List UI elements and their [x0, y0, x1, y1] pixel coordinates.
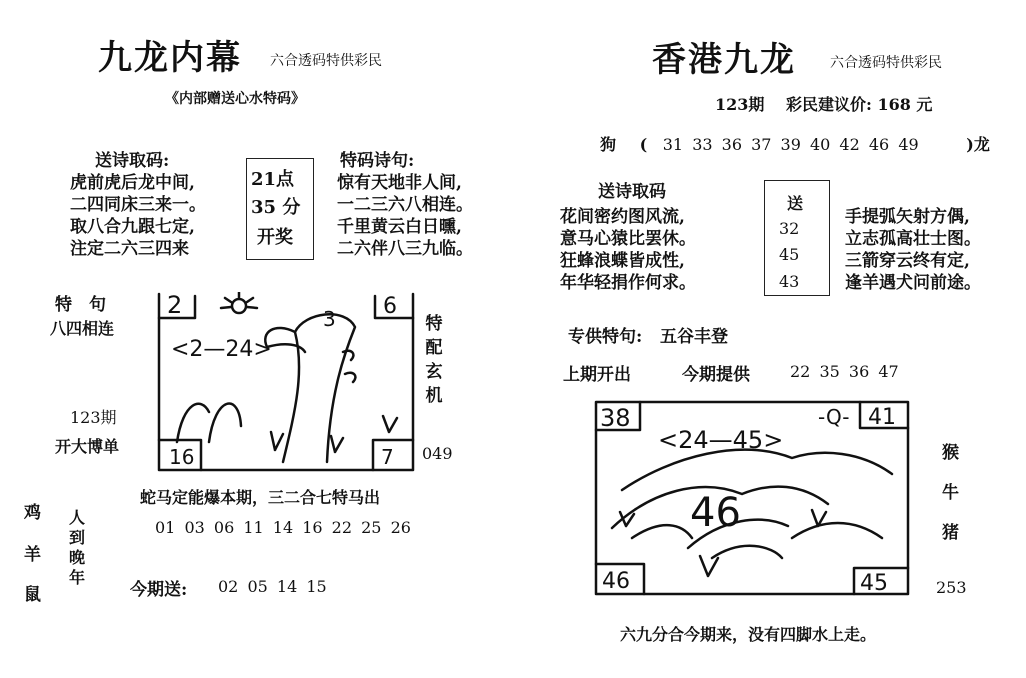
send-number: 43: [779, 272, 800, 291]
left-poem-heading: 送诗取码:: [95, 151, 170, 171]
teju-label: 特 句: [55, 295, 106, 315]
teju-value: 八四相连: [50, 319, 115, 338]
left-number-list: 01 03 06 11 14 16 22 25 26: [155, 518, 411, 537]
left-poem-line: 注定二六三四来: [70, 239, 189, 259]
left-pic-br-number: 7: [381, 445, 394, 469]
zhuangong-label: 专供特句:: [568, 327, 643, 347]
right-poem-left: [560, 206, 696, 294]
right-title: 香港九龙: [652, 40, 796, 80]
last-issue-label: 上期开出: [563, 365, 631, 385]
peixuan-text: 特配玄机: [425, 314, 443, 406]
right-pic-range: <24—45>: [658, 426, 784, 454]
draw-time-label: 开奖: [257, 227, 293, 248]
right-pic-br-number: 45: [860, 571, 888, 596]
today-label: 今期送:: [130, 580, 188, 600]
left-poem-line: 取八合九跟七定,: [70, 217, 195, 237]
provide-numbers: 22 35 36 47: [790, 362, 899, 381]
animal-right-1: 猴: [942, 443, 959, 463]
animal-right-2: 牛: [942, 483, 959, 503]
right-poem-right: [845, 206, 981, 294]
draw-time-minute: 35 分: [251, 197, 301, 218]
today-numbers: 02 05 14 15: [218, 577, 327, 596]
special-poem-line: 一二三六八相连。: [337, 195, 473, 215]
special-heading: 特码诗句:: [340, 151, 415, 171]
send-number: 45: [779, 245, 800, 264]
left-issue: 123期: [70, 408, 117, 427]
left-gift-note: 《内部赠送心水特码》: [165, 91, 305, 107]
send-number: 32: [779, 219, 800, 238]
provide-label: 今期提供: [682, 365, 750, 385]
special-poem-line: 惊有天地非人间,: [337, 173, 462, 193]
renwan-text: 人到晚年: [68, 508, 85, 587]
right-hand-drawing: [592, 398, 912, 598]
right-side-number: 253: [936, 578, 967, 597]
special-poem-line: 千里黄云白日曛,: [337, 217, 462, 237]
right-pic-tr-number: 41: [868, 405, 896, 430]
right-poem-right-line: 立志孤高壮士图。: [845, 229, 981, 249]
issue-price-line: 123期 彩民建议价: 168 元: [715, 95, 933, 114]
zhuangong-value: 五谷丰登: [660, 327, 728, 347]
right-poem-heading: 送诗取码: [598, 182, 666, 202]
send-label: 送: [787, 194, 804, 213]
right-pic-sun: -Q-: [818, 405, 850, 429]
right-poem-right-line: 手提弧矢射方偶,: [845, 207, 970, 227]
peixuan-number: 049: [422, 444, 453, 463]
left-pic-tr-number: 6: [383, 294, 397, 319]
kaida-text: 开大博单: [55, 437, 120, 456]
left-poem: [70, 172, 206, 260]
dog-dragon-row: [600, 132, 990, 155]
close-paren: ): [966, 135, 974, 154]
right-subtitle: 六合透码特供彩民: [830, 55, 942, 71]
left-poem-line: 二四同床三来一。: [70, 195, 206, 215]
dragon-label: 龙: [973, 135, 990, 154]
left-hand-drawing: [155, 292, 417, 472]
animal-right-3: 猪: [942, 523, 959, 543]
right-pic-tl-number: 38: [600, 404, 631, 432]
draw-time-box: [246, 158, 314, 260]
left-pic-bl-number: 16: [169, 445, 195, 469]
animal-left-3: 鼠: [24, 585, 41, 605]
left-subtitle: 六合透码特供彩民: [270, 53, 382, 69]
send-box: [764, 180, 830, 296]
special-poem-line: 二六伴八三九临。: [337, 239, 473, 259]
right-poem-left-line: 花间密约图风流,: [560, 207, 685, 227]
right-pic-center-number: 46: [690, 490, 741, 536]
left-pic-range: <2—24>: [171, 337, 272, 362]
right-bottom-line: 六九分合今期来，没有四脚水上走。: [620, 625, 877, 644]
right-poem-left-line: 狂蜂浪蝶皆成性,: [560, 251, 685, 271]
draw-time-hour: 21点: [251, 169, 295, 190]
right-poem-left-line: 意马心猿比罢休。: [560, 229, 696, 249]
left-title: 九龙内幕: [98, 38, 242, 78]
left-pic-center-number: 3: [323, 307, 336, 331]
snake-horse-line: 蛇马定能爆本期，三二合七特马出: [140, 488, 381, 507]
left-pic-tl-number: 2: [167, 292, 183, 319]
animal-left-1: 鸡: [24, 503, 41, 523]
special-poem: [337, 172, 473, 260]
right-pic-bl-number: 46: [602, 569, 630, 594]
right-poem-right-line: 三箭穿云终有定,: [845, 251, 970, 271]
right-poem-left-line: 年华轻捐作何求。: [560, 273, 696, 293]
dog-label: 狗: [600, 135, 617, 154]
left-poem-line: 虎前虎后龙中间,: [70, 173, 195, 193]
open-paren: (: [639, 135, 648, 154]
animal-left-2: 羊: [24, 545, 41, 565]
dog-dragon-numbers: 31 33 36 37 39 40 42 46 49: [662, 135, 919, 154]
right-poem-right-line: 逢羊遇犬问前途。: [845, 273, 981, 293]
